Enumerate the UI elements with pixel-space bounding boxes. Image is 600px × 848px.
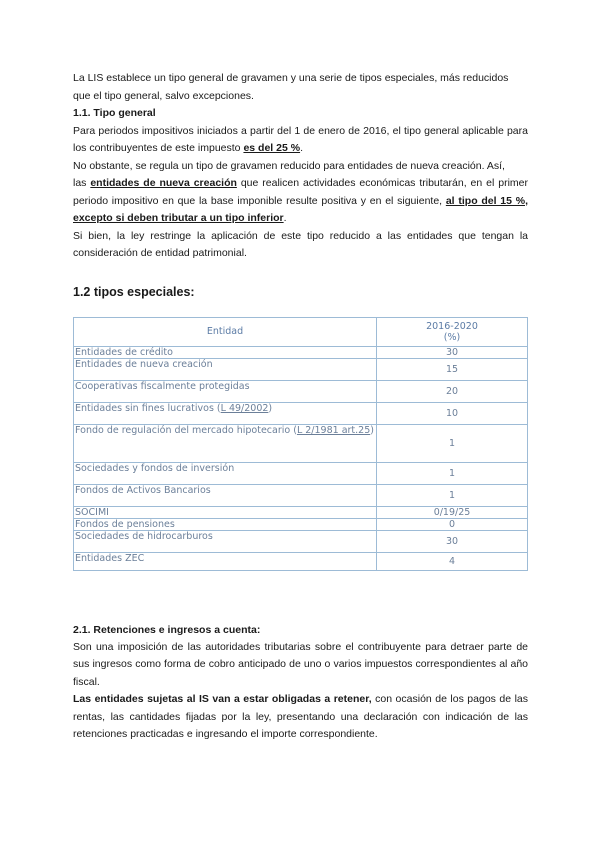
entity-name: Entidades de crédito (74, 346, 377, 358)
law-reference-link[interactable]: L 2/1981 art.25 (296, 424, 371, 436)
table-row (74, 380, 528, 402)
tipo-general-paragraph-4: Si bien, la ley restringe la aplicación de este tipo reducido a las entidades que tengan la consideración de entidad patrimonial. (73, 229, 528, 259)
rate-value: 20 (377, 380, 528, 402)
entity-name: Fondos de Activos Bancarios (74, 484, 377, 506)
entity-name-text: Entidades sin fines lucrativos ( (75, 402, 221, 414)
rate-value: 30 (377, 530, 528, 552)
emphasis-rate-15: al tipo del 15 %, excepto si deben tributar a un tipo inferior (73, 194, 528, 224)
periodo-unit: (%) (443, 331, 461, 343)
table-row (74, 462, 528, 484)
text-run: . (283, 212, 287, 224)
entity-name (74, 424, 377, 462)
table-row (74, 358, 528, 380)
entity-name-text: Fondo de regulación del mercado hipotecario ( (75, 424, 297, 436)
table-row (74, 424, 528, 462)
text-run: las (73, 177, 91, 189)
table-row (74, 506, 528, 518)
emphasis-obligadas-retener: Las entidades sujetas al IS van a estar obligadas a retener, (73, 693, 372, 705)
entity-name (74, 402, 377, 424)
tipo-general-paragraph-2: No obstante, se regula un tipo de gravamen reducido para entidades de nueva creación. Así, (73, 159, 505, 172)
retenciones-paragraph-2 (73, 691, 528, 744)
emphasis-nueva-creacion: entidades de nueva creación (90, 177, 237, 189)
entity-name: Entidades de nueva creación (74, 358, 377, 380)
emphasis-rate-25: es del 25 % (243, 142, 301, 154)
rate-value: 30 (377, 346, 528, 358)
table-row (74, 518, 528, 530)
text-run: Para periodos impositivos iniciados a partir del 1 de enero de 2016, el tipo general aplicable para los contribuyentes de este impuesto (73, 124, 528, 154)
retenciones-heading: 2.1. Retenciones e ingresos a cuenta: (73, 623, 261, 636)
table-row (74, 346, 528, 358)
intro-line-1: La LIS establece un tipo general de gravamen y una serie de tipos especiales, más reducidos (73, 72, 509, 84)
text-run: que realicen actividades económicas tributarán, en el primer periodo impositivo en que la base imponible resulte positiva y en el siguiente, (73, 177, 528, 207)
table-header-row (74, 317, 528, 346)
entity-name: SOCIMI (74, 506, 377, 518)
table-row (74, 552, 528, 570)
table-row (74, 402, 528, 424)
tipos-especiales-table (73, 317, 528, 571)
entity-name: Sociedades y fondos de inversión (74, 462, 377, 484)
intro-line-2: que el tipo general, salvo excepciones. (73, 89, 254, 102)
retenciones-section (73, 621, 528, 744)
table-row (74, 484, 528, 506)
entity-name: Sociedades de hidrocarburos (74, 530, 377, 552)
retenciones-paragraph-1: Son una imposición de las autoridades tributarias sobre el contribuyente para detraer parte de sus ingresos como forma de cobro anticipado de uno o varios impuestos correspondientes al año fiscal. (73, 640, 528, 688)
rate-value: 0 (377, 518, 528, 530)
tipo-general-paragraph-3 (73, 175, 528, 228)
table-row (74, 530, 528, 552)
text-run: con ocasión de los pagos de las rentas, las cantidades fijadas por la ley, presentando una declaración con indicación de las retenciones practicadas e ingresando el importe correspondiente. (73, 693, 528, 740)
entity-name: Entidades ZEC (74, 552, 377, 570)
tipo-general-paragraph-1 (73, 123, 528, 158)
rate-value: 4 (377, 552, 528, 570)
entity-name-text: ) (268, 402, 273, 414)
rate-value: 1 (377, 484, 528, 506)
law-reference-link[interactable]: L 49/2002 (220, 402, 269, 414)
rate-value: 10 (377, 402, 528, 424)
rate-value: 0/19/25 (377, 506, 528, 518)
column-header-periodo (377, 317, 528, 346)
tipo-general-heading: 1.1. Tipo general (73, 107, 156, 119)
column-header-entidad: Entidad (74, 317, 377, 346)
entity-name: Cooperativas fiscalmente protegidas (74, 380, 377, 402)
entity-name: Fondos de pensiones (74, 518, 377, 530)
periodo-label: 2016-2020 (426, 320, 478, 332)
document-page (73, 70, 528, 744)
rate-value: 1 (377, 462, 528, 484)
text-run: . (300, 142, 303, 154)
tipos-especiales-heading: 1.2 tipos especiales: (73, 284, 195, 299)
rate-value: 1 (377, 424, 528, 462)
entity-name-text: ) (370, 424, 374, 436)
rate-value: 15 (377, 358, 528, 380)
